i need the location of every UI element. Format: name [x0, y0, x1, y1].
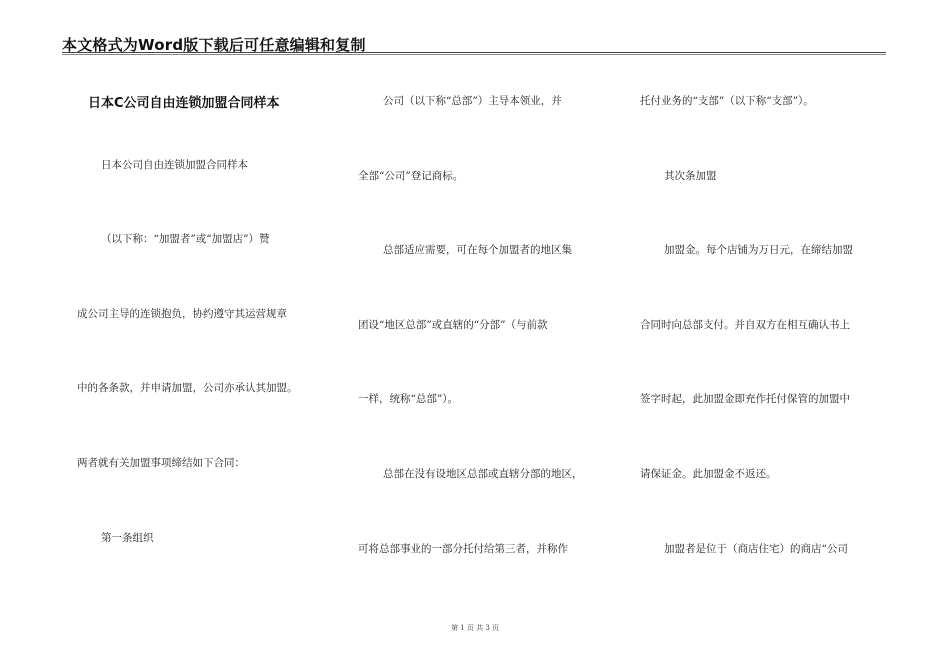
col2-line-3: 总部适应需要，可在每个加盟者的地区集 — [383, 244, 572, 256]
col1-line-4: 中的各条款，并申请加盟，公司亦承认其加盟。 — [77, 382, 298, 394]
page-number: 第 1 页 共 3 页 — [450, 624, 500, 632]
col1-line-1: 日本公司自由连锁加盟合同样本 — [101, 159, 248, 171]
header-title: 本文格式为Word版下载后可任意编辑和复制 — [62, 36, 366, 54]
col1-line-6: 第一条组织 — [101, 532, 154, 544]
col1-line-5: 两者就有关加盟事项缔结如下合同： — [77, 457, 245, 469]
col3-line-5: 签字时起，此加盟金即充作托付保管的加盟中 — [640, 393, 850, 405]
col3-line-3: 加盟金。每个店铺为万日元，在缔结加盟 — [664, 244, 853, 256]
col3-line-2: 其次条加盟 — [664, 170, 717, 182]
col1-line-3: 成公司主导的连锁抱负，协约遵守其运营规章 — [77, 308, 287, 320]
col3-line-1: 托付业务的“支部”（以下称“支部”）。 — [640, 95, 814, 107]
col2-line-6: 总部在没有设地区总部或直辖分部的地区， — [383, 468, 583, 480]
col2-line-1: 公司（以下称“总部”）主导本领业，并 — [383, 95, 562, 107]
col2-line-4: 团设“地区总部”或直辖的“分部”（与前款 — [358, 319, 548, 331]
document-title: 日本C公司自由连锁加盟合同样本 — [88, 96, 280, 111]
col2-line-5: 一样，统称“总部”）。 — [358, 393, 458, 405]
col3-line-6: 请保证金。此加盟金不返还。 — [640, 468, 777, 480]
col2-line-7: 可将总部事业的一部分托付给第三者，并称作 — [358, 543, 568, 555]
col3-line-7: 加盟者是位于（商店住宅）的商店“公司 — [664, 543, 848, 555]
col2-line-2: 全部“公司”登记商标。 — [358, 170, 464, 182]
header-divider-secondary — [62, 54, 886, 55]
col1-line-2: （以下称：“加盟者”或“加盟店”）赞 — [101, 233, 270, 245]
col3-line-4: 合同时向总部支付。并自双方在相互确认书上 — [640, 319, 850, 331]
header-divider — [62, 52, 886, 53]
